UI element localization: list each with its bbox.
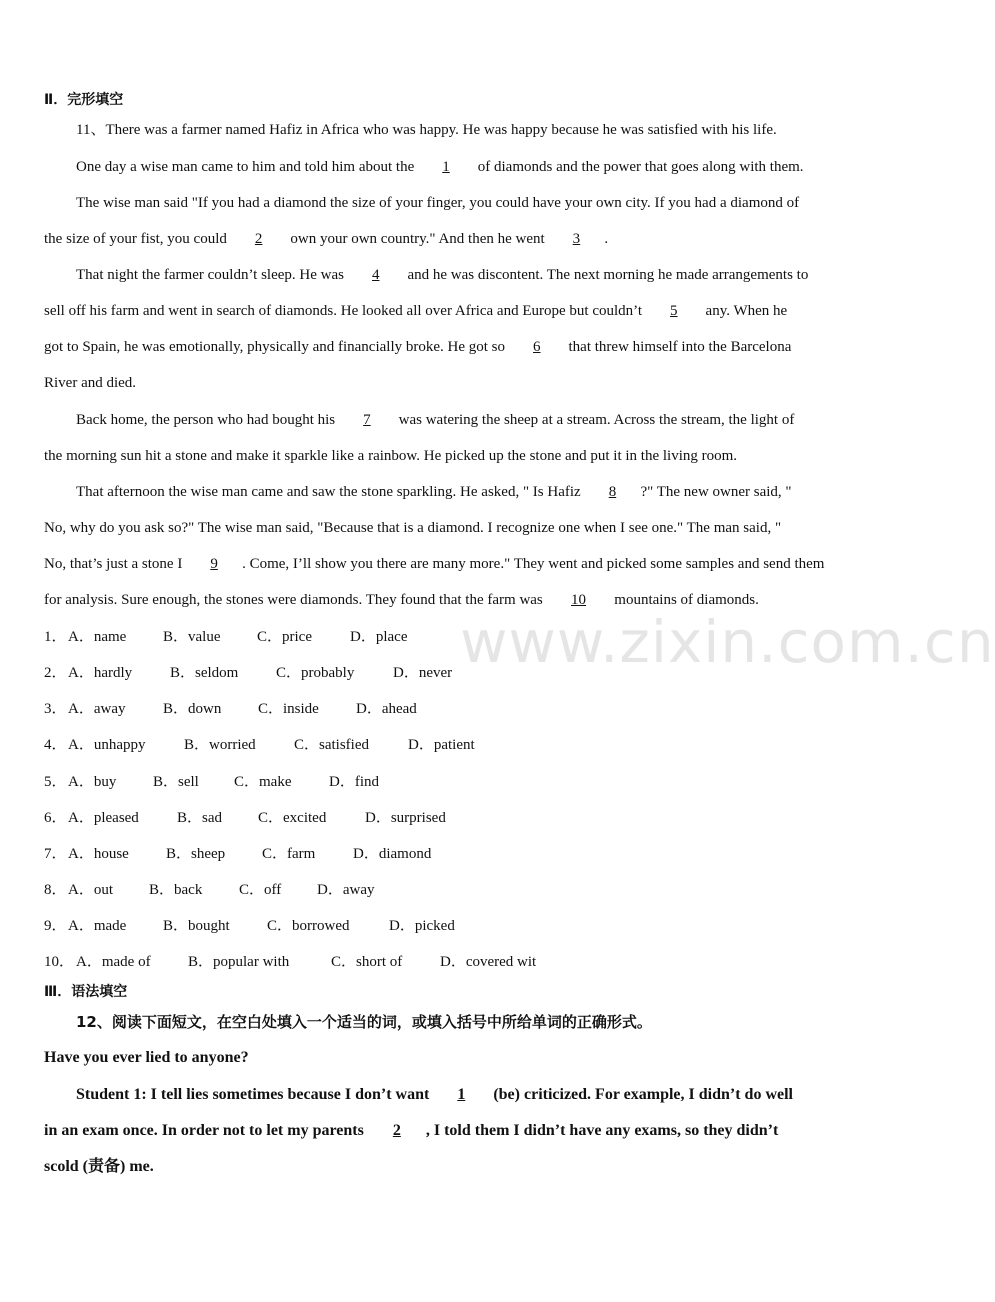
passage-text: The wise man said "If you had a diamond the size of your finger, you could have your own city. If you had a diamond of: [76, 195, 800, 211]
passage-line: [44, 590, 759, 610]
passage-text: , I told them I didn’t have any exams, so they didn’t: [425, 1122, 779, 1139]
passage-text: One day a wise man came to him and told him about the: [76, 159, 418, 175]
passage-text: of diamonds and the power that goes along with them.: [474, 159, 804, 175]
option-a[interactable]: A．house: [68, 846, 129, 862]
passage-line: [76, 193, 799, 213]
option-d[interactable]: D．place: [350, 629, 408, 645]
option-b[interactable]: B．bought: [163, 918, 230, 934]
section-heading-grammar: Ⅲ．语法填空: [44, 984, 128, 1000]
passage-text: Back home, the person who had bought his: [76, 412, 339, 428]
option-number: 7．: [44, 846, 67, 862]
passage-line: [44, 373, 136, 393]
passage-text: No, why do you ask so?" The wise man said, "Because that is a diamond. I recognize one when I see one." The man said, ": [44, 520, 782, 536]
passage-text: That night the farmer couldn’t sleep. He was: [76, 267, 348, 283]
option-b[interactable]: B．sad: [177, 810, 223, 826]
option-c[interactable]: C．farm: [262, 846, 316, 862]
passage-title: Have you ever lied to anyone?: [44, 1049, 249, 1066]
option-c[interactable]: C．price: [257, 629, 312, 645]
grammar-blank-1[interactable]: 1: [457, 1086, 466, 1103]
option-number: 10．: [44, 954, 75, 970]
option-number: 8．: [44, 882, 67, 898]
option-a[interactable]: A．away: [68, 701, 126, 717]
passage-line: [76, 157, 804, 177]
option-b[interactable]: B．value: [163, 629, 221, 645]
option-a[interactable]: A．pleased: [68, 810, 139, 826]
option-a[interactable]: A．hardly: [68, 665, 133, 681]
option-b[interactable]: B．worried: [184, 737, 256, 753]
passage-text: sell off his farm and went in search of diamonds. He looked all over Africa and Europe but couldn’t: [44, 303, 646, 319]
passage-text: ?" The new owner said, ": [640, 484, 792, 500]
option-c[interactable]: C．off: [239, 882, 282, 898]
option-number: 4．: [44, 737, 67, 753]
passage-text: got to Spain, he was emotionally, physically and financially broke. He got so: [44, 339, 509, 355]
option-b[interactable]: B．sell: [153, 774, 199, 790]
passage-text: the morning sun hit a stone and make it sparkle like a rainbow. He picked up the stone and put it in the living room.: [44, 448, 738, 464]
question-number: 11、: [76, 122, 106, 138]
option-c[interactable]: C．short of: [331, 954, 403, 970]
option-number: 5．: [44, 774, 67, 790]
option-number: 2．: [44, 665, 67, 681]
passage-text: Student 1: I tell lies sometimes because I don’t want: [76, 1086, 434, 1103]
option-c[interactable]: C．make: [234, 774, 292, 790]
blank-7[interactable]: 7: [363, 412, 371, 428]
passage-text: the size of your fist, you could: [44, 231, 231, 247]
passage-line: [44, 301, 787, 321]
blank-8[interactable]: 8: [608, 484, 617, 500]
blank-5[interactable]: 5: [670, 303, 678, 319]
passage-line: [76, 265, 808, 285]
passage-text: There was a farmer named Hafiz in Africa who was happy. He was happy because he was satisfied with his life.: [105, 122, 777, 138]
option-a[interactable]: A．made of: [76, 954, 151, 970]
option-d[interactable]: D．covered wit: [440, 954, 537, 970]
passage-text: for analysis. Sure enough, the stones were diamonds. They found that the farm was: [44, 592, 547, 608]
option-d[interactable]: D．away: [317, 882, 375, 898]
option-d[interactable]: D．find: [329, 774, 379, 790]
option-c[interactable]: C．probably: [276, 665, 355, 681]
blank-6[interactable]: 6: [533, 339, 541, 355]
option-a[interactable]: A．made: [68, 918, 127, 934]
passage-text: .: [604, 231, 609, 247]
option-d[interactable]: D．never: [393, 665, 453, 681]
passage-line: [44, 337, 791, 357]
passage-text: scold (责备) me.: [44, 1158, 154, 1175]
passage-text: No, that’s just a stone I: [44, 556, 187, 572]
blank-10[interactable]: 10: [571, 592, 587, 608]
passage-line: [44, 1157, 154, 1177]
passage-line: [44, 446, 737, 466]
option-number: 9．: [44, 918, 67, 934]
passage-text: in an exam once. In order not to let my parents: [44, 1122, 368, 1139]
option-c[interactable]: C．satisfied: [294, 737, 369, 753]
blank-1[interactable]: 1: [442, 159, 450, 175]
option-b[interactable]: B．popular with: [188, 954, 290, 970]
option-d[interactable]: D．ahead: [356, 701, 417, 717]
option-d[interactable]: D．surprised: [365, 810, 446, 826]
passage-text: that threw himself into the Barcelona: [564, 339, 792, 355]
passage-text: any. When he: [701, 303, 788, 319]
blank-4[interactable]: 4: [371, 267, 380, 283]
option-a[interactable]: A．buy: [68, 774, 117, 790]
passage-text: and he was discontent. The next morning he made arrangements to: [403, 267, 809, 283]
option-b[interactable]: B．seldom: [170, 665, 239, 681]
option-d[interactable]: D．diamond: [353, 846, 432, 862]
passage-text: was watering the sheep at a stream. Across the stream, the light of: [394, 412, 795, 428]
passage-line: [44, 229, 608, 249]
option-b[interactable]: B．sheep: [166, 846, 226, 862]
passage-line: [44, 554, 824, 574]
option-a[interactable]: A．out: [68, 882, 114, 898]
instruction-text: 12、阅读下面短文，在空白处填入一个适当的词，或填入括号中所给单词的正确形式。: [76, 1013, 652, 1031]
option-number: 6．: [44, 810, 67, 826]
option-d[interactable]: D．picked: [389, 918, 455, 934]
passage-text: own your own country." And then he went: [286, 231, 549, 247]
passage-line: [76, 482, 792, 502]
passage-text: River and died.: [44, 375, 137, 391]
option-c[interactable]: C．borrowed: [267, 918, 350, 934]
option-a[interactable]: A．unhappy: [68, 737, 146, 753]
option-d[interactable]: D．patient: [408, 737, 475, 753]
option-b[interactable]: B．down: [163, 701, 222, 717]
passage-text: . Come, I’ll show you there are many more." They went and picked some samples and send them: [242, 556, 825, 572]
option-number: 1．: [44, 629, 67, 645]
passage-line: [44, 1121, 778, 1141]
option-c[interactable]: C．excited: [258, 810, 327, 826]
watermark: www.zixin.com.cn: [460, 608, 995, 676]
passage-line: [76, 410, 794, 430]
option-number: 3．: [44, 701, 67, 717]
passage-line: [44, 518, 781, 538]
grammar-blank-2[interactable]: 2: [392, 1122, 401, 1139]
passage-text: That afternoon the wise man came and saw the stone sparkling. He asked, " Is Hafiz: [76, 484, 585, 500]
passage-text: (be) criticized. For example, I didn’t do well: [489, 1086, 793, 1103]
blank-3[interactable]: 3: [572, 231, 581, 247]
option-c[interactable]: C．inside: [258, 701, 319, 717]
passage-line: [76, 120, 777, 140]
passage-line: [76, 1085, 793, 1105]
passage-text: mountains of diamonds.: [610, 592, 759, 608]
section-heading-cloze: Ⅱ．完形填空: [44, 92, 124, 108]
option-b[interactable]: B．back: [149, 882, 203, 898]
blank-2[interactable]: 2: [254, 231, 263, 247]
blank-9[interactable]: 9: [210, 556, 218, 572]
option-a[interactable]: A．name: [68, 629, 127, 645]
